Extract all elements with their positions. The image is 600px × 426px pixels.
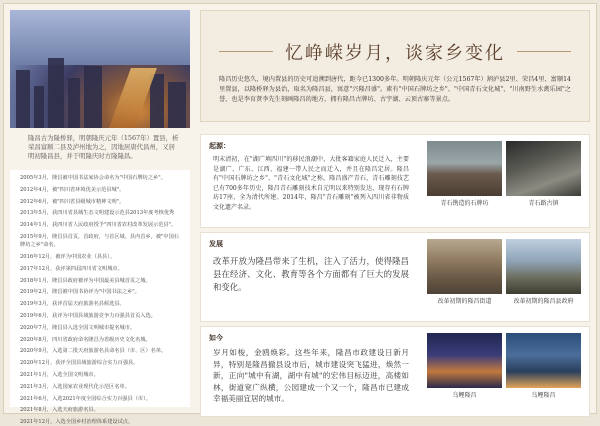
timeline-item: 2012年6月，被"四川省县级城市精神文明"。 [20, 198, 125, 205]
photo-item [506, 141, 581, 205]
street-photo [427, 239, 502, 294]
timeline-item: 2020年8月，四川省政府命名隆昌为省级历史文化名城。 [20, 336, 151, 343]
timeline-item: 2017年12月，获评第四届四川省文明城市。 [20, 265, 123, 272]
photo-grid [427, 333, 581, 415]
page-title: 忆峥嵘岁月，谈家乡变化 [285, 43, 505, 64]
photo-caption: 青石镌造的石牌坊 [440, 200, 489, 207]
city-night-photo [10, 10, 190, 128]
photo-caption: 青石路古镇 [528, 200, 559, 207]
left-column [10, 10, 190, 426]
ancient-town-photo [506, 141, 581, 196]
photo-item [506, 333, 581, 397]
photo-caption: 改革初期的隆昌街道 [437, 298, 492, 305]
government-building-photo [506, 239, 581, 294]
section-label: 如今 [209, 333, 223, 342]
photo-caption: 隆昌古为隆桥驿，明朝隆庆元年（1567年）置县，析荣昌富顺二县及泸州地为之，因地居唐代昌州，又居明初隆昌县，并于明隆庆时方隆隆昌。 [28, 134, 179, 160]
section-label: 起源： [209, 141, 230, 150]
title-panel [200, 10, 590, 122]
timeline-item: 2015年9月，隆昌县首页，首政府，与首区域、县内首乡，被"中国石牌坊之乡"命名。 [20, 233, 179, 249]
title-rule-left [219, 51, 273, 52]
title-rule-right [517, 51, 571, 52]
section-today [200, 326, 590, 417]
timeline-item: 2021年1月，入选全国文明城市。 [20, 371, 99, 378]
section-text: 岁月如梭，金鸥焕彩。这些年来，隆昌市政建设日新月异，特别是隆昌撤县设市后，城市建设突飞猛进，焕然一新，正向"城中有湖，湖中有城"的宏伟目标迈进，高楼如林，街道宽广纵横，公园建成一个又一个，隆昌市已建成幸福美丽宜居的城市。 [213, 348, 409, 404]
photo-grid [427, 239, 581, 321]
photo-item [506, 239, 581, 303]
page [3, 3, 597, 426]
timeline-item: 2005年3月，隆昌被中国书法家协会命名为"中国石牌坊之乡"。 [20, 175, 166, 181]
skyline-photo [506, 333, 581, 388]
timeline-item: 2019年2月，隆昌被中国书协评为"中国书法之乡"。 [20, 289, 140, 296]
timeline [10, 170, 190, 426]
timeline-item: 2020年9月，入选第二批天府旅游名县命名县（市、区）名单。 [20, 348, 167, 355]
right-column [200, 10, 590, 407]
timeline-item: 2014年1月，获四川省人民政府授予"四川省农村改革发展示范县"。 [20, 222, 177, 229]
section-origin [200, 134, 590, 228]
timeline-item: 2021年6月，入选2021年度全国综合实力百强县（市）。 [20, 395, 151, 402]
timeline-item: 2020年12月，获评全国县域旅游综合实力百强县。 [20, 360, 139, 367]
timeline-item: 2021年12月，入选全国乡村治理体系建设试点。 [20, 419, 134, 426]
timeline-item: 2013年5月，获四川省县城生态文明建设示范县2013年度考核优秀 [20, 210, 175, 217]
timeline-item: 2018年1月，隆昌县政府被评为中国最美县城首页之城。 [20, 277, 151, 284]
photo-caption: 改革初期的隆昌县政府 [513, 298, 574, 305]
photo-item [427, 239, 502, 303]
timeline-item: 2016年12月，被评为中国农业（县县）。 [20, 253, 116, 260]
timeline-item: 2021年3月，入选国家农业现代化示范区名单。 [20, 383, 130, 390]
photo-item [427, 141, 502, 205]
photo-caption: 乌鲤隆昌 [452, 392, 477, 399]
timeline-item: 2012年4月，被"四川省环境优美示范县城"。 [20, 186, 125, 193]
photo-item [427, 333, 502, 397]
stone-archway-photo [427, 141, 502, 196]
timeline-item: 2019年6月，获评为中国县域旅游竞争力百强县首页入选。 [20, 312, 156, 319]
section-label: 发展 [209, 239, 223, 248]
city-night-photo [427, 333, 502, 388]
photo-grid [427, 141, 581, 223]
section-text: 改革开放为隆昌带来了生机，注入了活力，使得隆昌县在经济、文化、教育等各个方面都有了巨大的发展和变化。 [213, 256, 409, 292]
section-text: 明末清初，在"湖广填四川"的移民浪潮中，大批客籍家庭人民迁入，主要是湖广、广东、江西、福建一带人民之而迁入，并且在隆昌定居。隆昌有"中国石牌坊之乡"、"青石文化城"之称，隆昌盛产青石，青石雕刻技艺已有700多年历史，隆昌青石雕刻技术自元明以来特别发达，现存有石牌坊17座，全为清代所建。2014年，隆昌"青石雕刻"被列入四川省非物质文化遗产名录。 [213, 156, 409, 211]
photo-caption: 乌鲤隆昌 [531, 392, 556, 399]
section-development [200, 232, 590, 322]
timeline-item: 2020年7月，隆昌县入选全国文明城市提名城市。 [20, 324, 136, 331]
timeline-item: 2019年3月，获评首届天府旅游名县候选县。 [20, 301, 125, 308]
timeline-item: 2021年8月，入选天府旅游名县。 [20, 407, 99, 414]
intro-paragraph: 隆昌历史悠久，境内置县的历史可追溯到唐代，距今已1300多年。明朝隆庆元年（公元1567年）割泸县2里、荣昌4里、富顺14里置县，以隆桥驿为县治，取名为隆昌县，寓意"兴隆昌盛"。素有"中国石牌坊之乡"、"中国青石文化城"、"川南野生水禽乐园"之誉，也是李育贤李先生刻画隆昌的地方，拥有隆昌古牌坊、古宇湖、云顶古寨等景点。 [219, 76, 571, 103]
